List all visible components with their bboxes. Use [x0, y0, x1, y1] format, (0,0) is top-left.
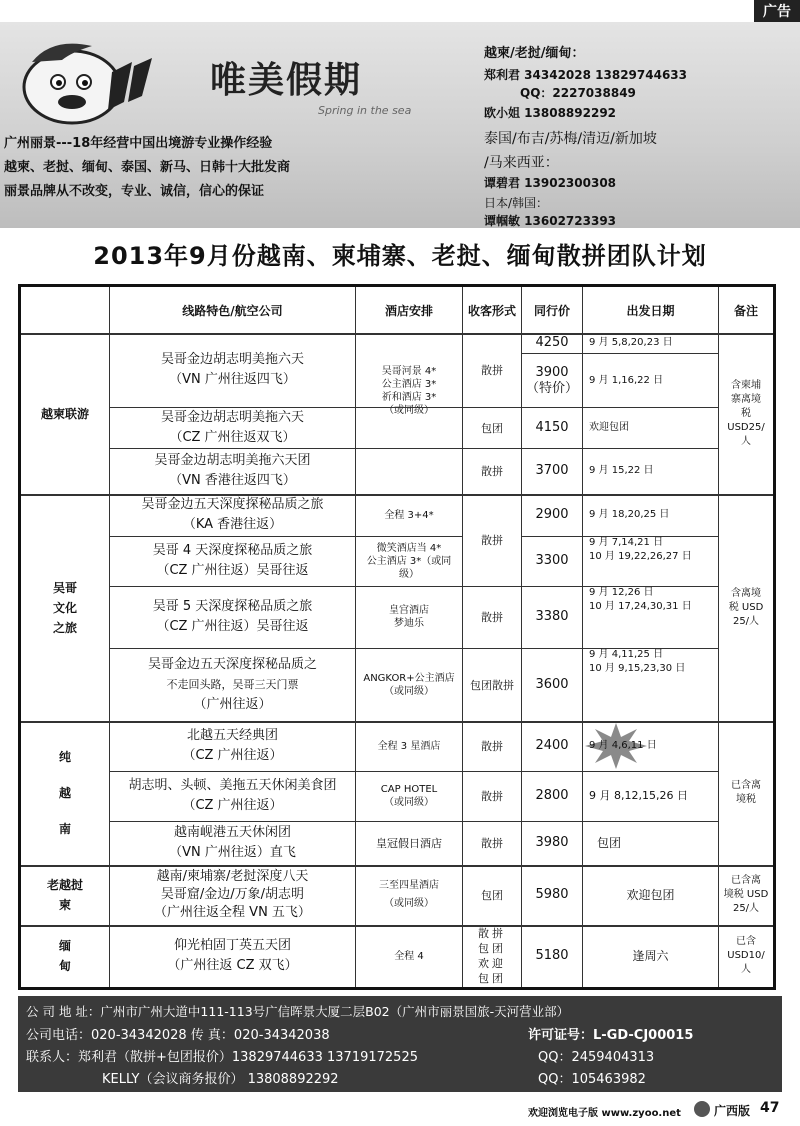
region-label: 老越挝柬 [46, 878, 83, 912]
route-cell: 吴哥 5 天深度探秘品质之旅 （CZ 广州往返）吴哥往返 [109, 586, 355, 648]
header-route: 线路特色/航空公司 [109, 287, 355, 333]
date-cell: 9 月 15,22 日 [582, 448, 718, 494]
price-cell: 3600 [521, 648, 582, 721]
region-label: 纯越南 [58, 750, 71, 836]
date-cell: 9 月 8,12,15,26 日 [582, 771, 718, 821]
date-cell: 9 月 1,16,22 日 [582, 353, 718, 407]
license-number: 许可证号：L-GD-CJ00015 [528, 1028, 694, 1043]
hotel-cell: 皇宫酒店 梦迪乐 [355, 586, 462, 648]
form-cell: 散拼 [462, 821, 521, 865]
company-footer [18, 996, 782, 1092]
price-cell: 3700 [521, 448, 582, 494]
tour-table [18, 284, 776, 990]
hotel-cell: 全程 3+4* [355, 494, 462, 536]
date-cell: 9 月 12,26 日 10 月 17,24,30,31 日 [582, 586, 718, 648]
banner-line: 丽景品牌从不改变，专业、诚信，信心的保证 [4, 184, 265, 199]
banner-contact: 郑利君 34342028 13829744633 [484, 68, 687, 82]
date-cell: 欢迎包团 [582, 865, 718, 925]
header-hotel: 酒店安排 [355, 287, 462, 333]
date-cell: 9 月 4,6,11 日 [582, 721, 718, 771]
banner-contact: /马来西亚： [484, 155, 559, 171]
form-cell: 散拼包团欢迎包团 [462, 925, 521, 987]
hotel-cell: 皇冠假日酒店 [355, 821, 462, 865]
price-cell: 4250 [521, 333, 582, 353]
mascot-logo-icon [12, 32, 162, 132]
form-cell: 包团散拼 [462, 648, 521, 721]
date-cell: 9 月 18,20,25 日 [582, 494, 718, 536]
date-cell: 包团 [582, 821, 718, 865]
price-cell: 3980 [521, 821, 582, 865]
banner-line: 越柬、老挝、缅甸、泰国、新马、日韩十大批发商 [4, 160, 291, 175]
hotel-cell [355, 448, 462, 494]
note-cell: 已含离 境税 USD 25/人 [718, 865, 773, 925]
company-address: 公 司 地 址：广州市广州大道中111-113号广信晖景大厦二层B02（广州市丽景国旅-天河营业部） [26, 1004, 570, 1019]
route-cell: 吴哥金边五天深度探秘品质之旅 （KA 香港往返） [109, 494, 355, 536]
edition-logo-icon [694, 1101, 710, 1117]
form-cell: 散拼 [462, 771, 521, 821]
header-form: 收客形式 [462, 287, 521, 333]
note-cell: 含柬埔 寨离境 税 USD25/ 人 [718, 333, 773, 494]
header-note: 备注 [718, 287, 773, 333]
note-cell: 已含 USD10/ 人 [718, 925, 773, 987]
hotel-cell: 三至四星酒店 （或同级） [355, 865, 462, 925]
price-cell: 2900 [521, 494, 582, 536]
date-cell: 9 月 5,8,20,23 日 [582, 333, 718, 353]
banner-contact: 欧小姐 13808892292 [484, 106, 617, 120]
hotel-cell: CAP HOTEL （或同级） [355, 771, 462, 821]
price-cell: 2800 [521, 771, 582, 821]
note-cell: 含离境 税 USD 25/人 [718, 494, 773, 721]
form-cell: 散拼 [462, 333, 521, 407]
banner-contact: 日本/韩国： [484, 196, 549, 210]
website-link[interactable]: 欢迎浏览电子版 www.zyoo.net [528, 1108, 681, 1119]
region-label: 吴哥文化之旅 [52, 580, 77, 635]
price-cell: 3900 （特价） [521, 353, 582, 407]
route-cell: 吴哥金边胡志明美拖六天 （CZ 广州往返双飞） [109, 407, 355, 448]
banner-contact: 谭碧君 13902300308 [484, 176, 617, 190]
page-title: 2013年9月份越南、柬埔寨、老挝、缅甸散拼团队计划 [93, 242, 707, 270]
brand-subtitle: Spring in the sea [318, 104, 412, 117]
price-cell: 5980 [521, 865, 582, 925]
hotel-cell: 微笑酒店当 4* 公主酒店 3*（或同 级） [355, 536, 462, 586]
form-cell: 散拼 [462, 721, 521, 771]
form-cell: 散拼 [462, 586, 521, 648]
form-cell: 包团 [462, 865, 521, 925]
contact-qq: QQ：2459404313 [538, 1050, 655, 1065]
hotel-cell: 全程 3 星酒店 [355, 721, 462, 771]
route-cell: 北越五天经典团 （CZ 广州往返） [109, 721, 355, 771]
contact-qq: QQ：105463982 [538, 1072, 646, 1087]
price-cell: 3380 [521, 586, 582, 648]
route-cell: 吴哥金边五天深度探秘品质之 不走回头路，吴哥三天门票 （广州往返） [109, 648, 355, 721]
company-phone: 公司电话：020-34342028 传 真：020-34342038 [26, 1028, 330, 1043]
date-cell: 逢周六 [582, 925, 718, 987]
price-cell: 2400 [521, 721, 582, 771]
header-date: 出发日期 [582, 287, 718, 333]
route-cell: 吴哥 4 天深度探秘品质之旅 （CZ 广州往返）吴哥往返 [109, 536, 355, 586]
date-cell: 欢迎包团 [582, 407, 718, 448]
route-cell: 胡志明、头顿、美拖五天休闲美食团 （CZ 广州往返） [109, 771, 355, 821]
route-cell: 吴哥金边胡志明美拖六天 （VN 广州往返四飞） [109, 333, 355, 407]
banner-contact: 越柬/老挝/缅甸： [484, 46, 585, 61]
form-cell: 包团 [462, 407, 521, 448]
region-label: 缅甸 [58, 939, 71, 973]
brand-title: 唯美假期 [210, 59, 363, 101]
contact-line: KELLY（会议商务报价） 13808892292 [102, 1072, 339, 1087]
hotel-cell: ANGKOR+公主酒店 （或同级） [355, 648, 462, 721]
banner-line: 广州丽景---18年经营中国出境游专业操作经验 [4, 136, 273, 151]
date-cell: 9 月 4,11,25 日 10 月 9,15,23,30 日 [582, 648, 718, 721]
banner [0, 22, 800, 228]
region-label: 越柬联游 [41, 406, 90, 421]
ad-tag: 广告 [754, 0, 800, 22]
banner-contact: QQ：2227038849 [520, 86, 636, 100]
route-cell: 越南/柬埔寨/老挝深度八天 吴哥窟/金边/万象/胡志明 （广州往返全程 VN 五飞） [109, 865, 355, 925]
route-cell: 吴哥金边胡志明美拖六天团 （VN 香港往返四飞） [109, 448, 355, 494]
hotel-cell: 全程 4 [355, 925, 462, 987]
header-price: 同行价 [521, 287, 582, 333]
price-cell: 4150 [521, 407, 582, 448]
page-number: 47 [760, 1100, 780, 1116]
banner-contact: 泰国/布吉/苏梅/清迈/新加坡 [484, 131, 657, 147]
route-cell: 仰光柏固丁英五天团 （广州往返 CZ 双飞） [109, 925, 355, 987]
price-cell: 3300 [521, 536, 582, 586]
hotel-cell: 吴哥河景 4* 公主酒店 3* 祈和酒店 3* （或同级） [355, 333, 462, 448]
date-cell: 9 月 7,14,21 日 10 月 19,22,26,27 日 [582, 536, 718, 586]
price-cell: 5180 [521, 925, 582, 987]
form-cell: 散拼 [462, 494, 521, 586]
banner-contact: 谭帼敏 13602723393 [484, 214, 617, 228]
contact-line: 联系人：郑利君（散拼+包团报价）13829744633 13719172525 [26, 1050, 418, 1065]
form-cell: 散拼 [462, 448, 521, 494]
note-cell: 已含离 境税 [718, 721, 773, 865]
edition-label: 广西版 [714, 1104, 751, 1118]
route-cell: 越南岘港五天休闲团 （VN 广州往返）直飞 [109, 821, 355, 865]
